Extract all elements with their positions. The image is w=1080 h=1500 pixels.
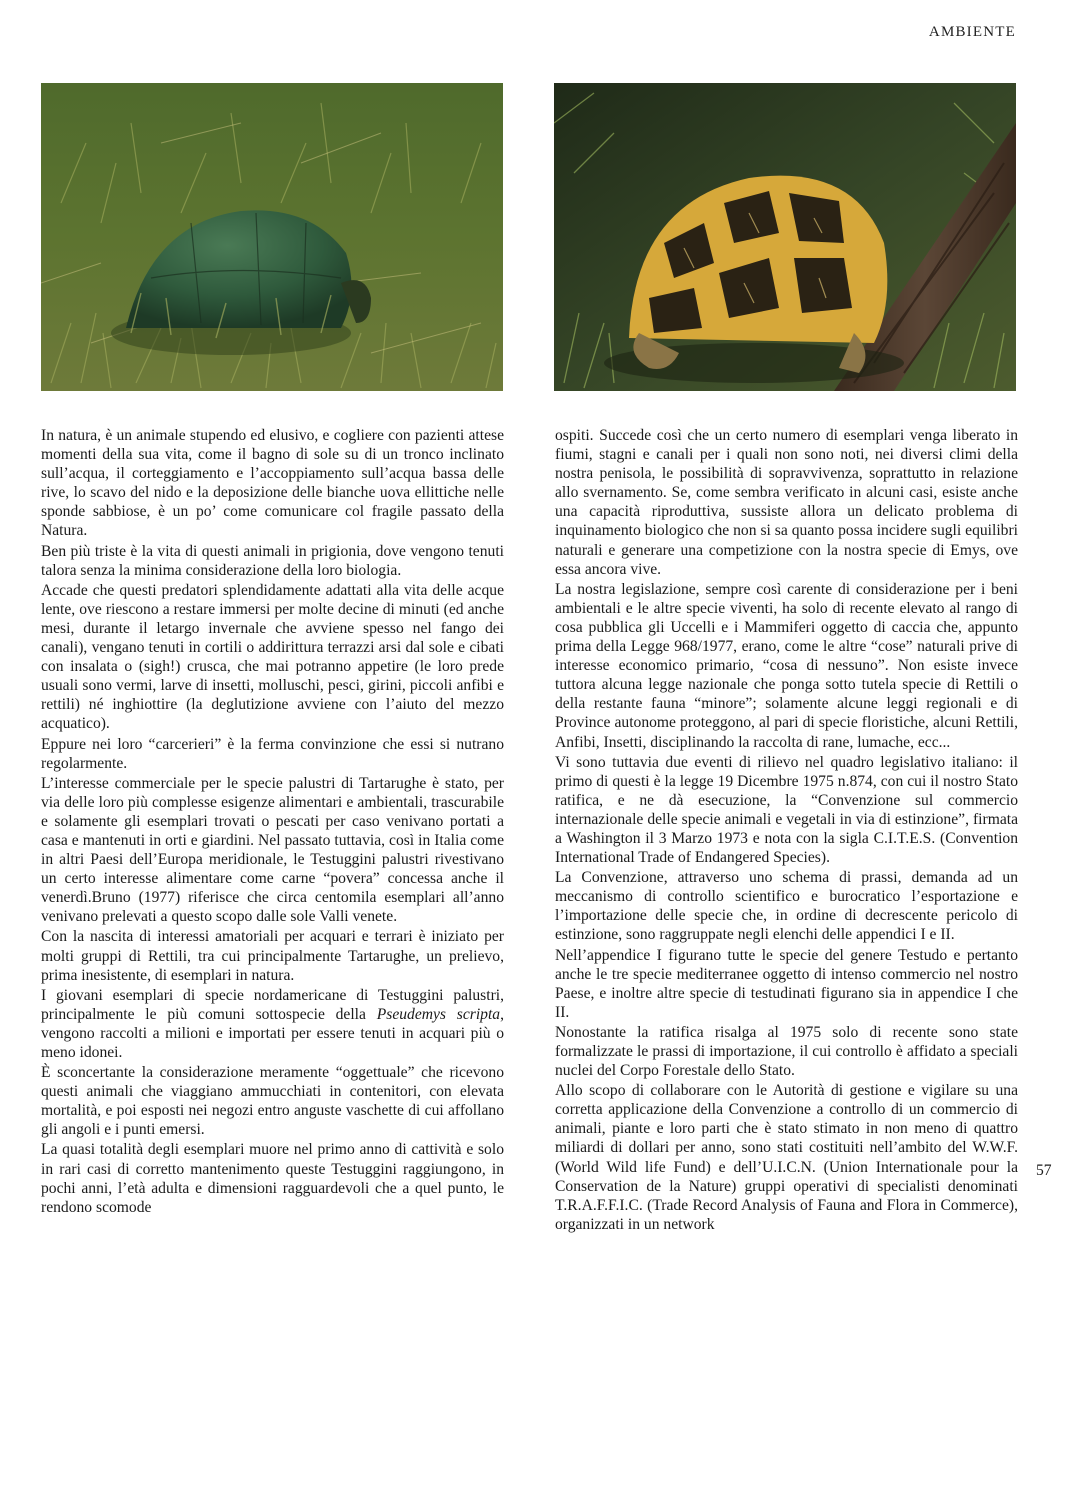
section-header: AMBIENTE bbox=[928, 24, 1016, 40]
paragraph: Ben più triste è la vita di questi animali in prigionia, dove vengono tenuti talora senza la minima considerazione della loro biologia. bbox=[41, 542, 504, 579]
paragraph: Allo scopo di collaborare con le Autorità di gestione e vigilare su una corretta applicazione della Convenzione a controllo di un commercio di animali, piante e loro parti che è stato stimato in non meno di quattro miliardi di dollari per anno, sono stati costituiti nell’ambito del W.W.F. (World Wild life Fund) e dell’U.I.C.N. (Union Internationale pour la Conservation de la Nature) gruppi operativi di specialisti denominati T.R.A.F.F.I.C. (Trade Record Analysis of Fauna and Flora in Commerce), organizzati in un network bbox=[555, 1082, 1018, 1233]
paragraph: Accade che questi predatori splendidamente adattati alla vita delle acque lente, ove riescono a restare immersi per molte decine di minuti (ed anche mesi, durante il letargo invernale che avviene spesso nel fango dei canali), vengano tenuti in cortili o addirittura terrazzi arsi dal sole e cibati con insalata o (sigh!) crusca, che mai potranno appetire (le loro prede usuali sono vermi, larve di insetti, molluschi, pesci, girini, piccoli anfibi e rettili) né inghiottire (la deglutizione avviene con l’aiuto del mezzo acquatico). bbox=[41, 581, 504, 733]
paragraph: La nostra legislazione, sempre così carente di considerazione per i beni ambientali e le altre specie viventi, ha solo di recente elevato al rango di cosa pubblica gli Uccelli e i Mammiferi oggetto di caccia che, appunto prima della Legge 968/1977, erano, come le altre “cose” naturali prive di interesse economico primario, “cosa di nessuno”. Non esiste invece tuttora alcuna legge nazionale che ponga sotto tutela specie di Rettili o della restante fauna “minore”; solamente alcune leggi regionali e di Province autonome proteggono, al pari di specie floristiche, alcuni Rettili, Anfibi, Insetti, disciplinando la raccolta di rane, lumache, ecc... bbox=[555, 580, 1018, 751]
article-column-right bbox=[555, 426, 1018, 1235]
pond-turtle-photo bbox=[41, 83, 503, 391]
species-name: Pseudemys scripta bbox=[376, 1005, 501, 1023]
paragraph: Con la nascita di interessi amatoriali per acquari e terrari è iniziato per molti gruppi di Rettili, tra cui principalmente Tartarughe, un prelievo, prima inesistente, di esemplari in natura. bbox=[41, 928, 504, 984]
paragraph: La quasi totalità degli esemplari muore nel primo anno di cattività e solo in rari casi di corretto mantenimento queste Testuggini raggiungono, in pochi anni, l’età adulta e dimensioni ragguardevoli che a quel punto, le rendono scomode bbox=[41, 1141, 504, 1216]
tortoise-on-log-photo bbox=[554, 83, 1016, 391]
paragraph: Vi sono tuttavia due eventi di rilievo nel quadro legislativo italiano: il primo di questi è la legge 19 Dicembre 1975 n.874, con cui il nostro Stato ratifica, e ne dà esecuzione, la “Convenzione sul commercio internazionale delle specie animali e vegetali in via di estinzione”, firmata a Washington il 3 Marzo 1973 e nota con la sigla C.I.T.E.S. (Convention International Trade of Endangered Species). bbox=[555, 753, 1018, 867]
paragraph: È sconcertante la considerazione meramente “oggettuale” che ricevono questi animali che viaggiano ammucchiati in contenitori, con elevata mortalità, e poi esposti nei negozi entro anguste vaschette di cui affollano gli angoli e i punti emersi. bbox=[41, 1064, 504, 1139]
page-number: 57 bbox=[1036, 1162, 1052, 1179]
paragraph: Nonostante la ratifica risalga al 1975 solo di recente sono state formalizzate le prassi di importazione, il cui controllo è affidato a speciali nuclei del Corpo Forestale dello Stato. bbox=[555, 1023, 1018, 1080]
paragraph bbox=[41, 986, 504, 1062]
paragraph: L’interesse commerciale per le specie palustri di Tartarughe è stato, per via delle loro più complesse esigenze alimentari e ambientali, trascurabile e solamente gli esemplari trovati o pescati per caso venivano portati a casa e mantenuti in orti e giardini. Nel passato tuttavia, così in Italia come in altri Paesi dell’Europa meridionale, le Testuggini palustri rivestivano un certo interesse alimentare come carne “povera” concessa anche il venerdì.Bruno (1977) riferisce che circa centomila esemplari all’anno venivano prelevati a questo scopo dalle sole Valli venete. bbox=[41, 774, 504, 926]
paragraph: Eppure nei loro “carcerieri” è la ferma convinzione che essi si nutrano regolarmente. bbox=[41, 735, 504, 772]
paragraph: La Convenzione, attraverso uno schema di prassi, demanda ad un meccanismo di controllo scientifico e burocratico l’esportazione e l’importazione delle specie che, in ordine di decrescente pericolo di estinzione, sono raggruppate negli elenchi delle appendici I e II. bbox=[555, 869, 1018, 944]
paragraph-text: , vengono raccolti a milioni e importati per essere tenuti in acquari più o meno idonei. bbox=[41, 1005, 504, 1061]
paragraph-text: I giovani esemplari di specie nordamericane di Testuggini palustri, principalmente le più comuni sottospecie della bbox=[41, 986, 504, 1023]
paragraph: ospiti. Succede così che un certo numero di esemplari venga liberato in fiumi, stagni e canali per i quali non sono noti, nei diversi climi della nostra penisola, le possibilità di sopravvivenza, soprattutto in relazione allo svernamento. Se, come sembra verificato in alcuni casi, esiste anche una capacità riproduttiva, sussiste allora un delicato problema di inquinamento biologico che non si sa quanto possa incidere sugli equilibri naturali e generare una competizione con la nostra specie di Emys, ove essa ancora vive. bbox=[555, 427, 1018, 578]
paragraph: Nell’appendice I figurano tutte le specie del genere Testudo e pertanto anche le tre specie mediterranee oggetto di intenso commercio nel nostro Paese, e inoltre altre specie di testudinati figurano sia in appendice I che II. bbox=[555, 946, 1018, 1021]
paragraph: In natura, è un animale stupendo ed elusivo, e cogliere con pazienti attese momenti della sua vita, come il bagno di sole su di un tronco inclinato sull’acqua, il corteggiamento e l’accoppiamento sull’acqua bassa delle rive, lo scavo del nido e la deposizione delle bianche uova ellittiche nelle sponde sabbiose, è un po’ come comunicare col fragile passato della Natura. bbox=[41, 427, 504, 540]
article-column-left bbox=[41, 426, 504, 1218]
